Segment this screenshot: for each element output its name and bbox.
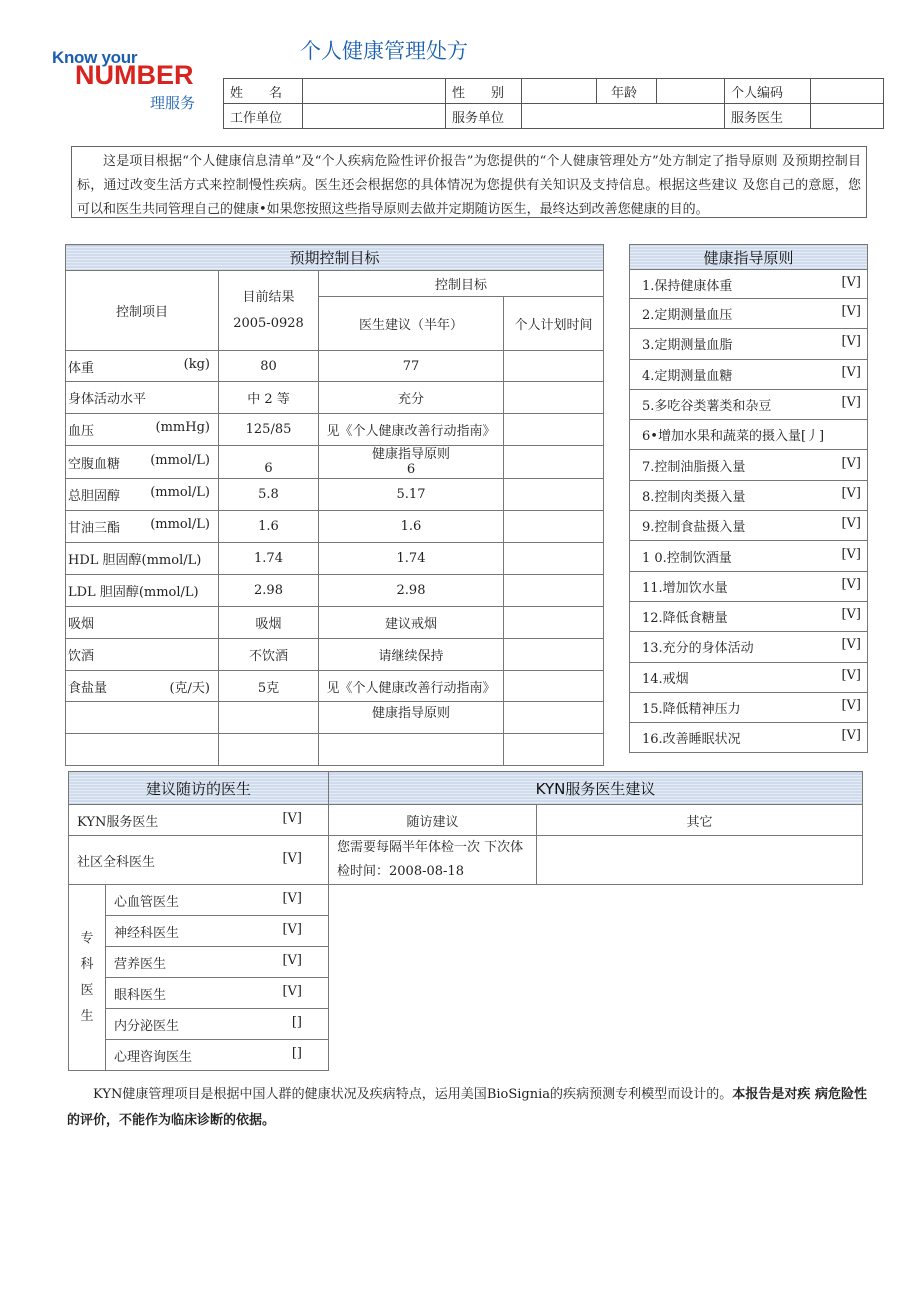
guidance-checkbox[interactable]: [V] [841, 395, 861, 411]
personal-plan-cell[interactable] [504, 607, 604, 639]
intro-paragraph: 这是项目根据“个人健康信息清单”及“个人疾病危险性评价报告”为您提供的“个人健康管理处方”处方制定了指导原则 及预期控制目标，通过改变生活方式来控制慢性疾病。医生还会根据您的具体情况为您提供有关知识及支持信息。根据这些建议 及您自己的意愿，您可以和医生共同管理自己的健康•如果您按照这些指导原则去做并定期随访医生，最终达到改善您健康的目的。 [71, 146, 867, 218]
guidance-item [630, 359, 868, 389]
specialist-item [106, 978, 329, 1009]
guidance-row [630, 662, 868, 692]
doctor-advice-line: 健康指导原则 [371, 447, 450, 462]
personal-plan-cell[interactable] [504, 639, 604, 671]
col-control-target: 控制目标 [319, 271, 604, 297]
name-label: 姓 名 [224, 79, 303, 104]
specialist-checkbox[interactable]: [] [291, 1045, 303, 1061]
guidance-checkbox[interactable]: [V] [841, 637, 861, 653]
guidance-label: 16.改善睡眠状况 [642, 732, 741, 748]
current-result-cell [219, 702, 319, 734]
current-result-cell: 2.98 [219, 575, 319, 607]
current-result-cell: 1.6 [219, 511, 319, 543]
guidance-item [630, 299, 868, 329]
specialist-name: 神经科医生 [114, 925, 180, 941]
control-row [66, 511, 604, 543]
guidance-row [630, 480, 868, 510]
guidance-row [630, 632, 868, 662]
control-item-cell [66, 671, 219, 702]
guidance-row [630, 723, 868, 753]
guidance-table [629, 244, 868, 753]
guidance-row [630, 420, 868, 450]
personal-plan-cell[interactable] [504, 511, 604, 543]
control-row [66, 734, 604, 766]
control-item-cell [66, 702, 219, 734]
guidance-label: 1.保持健康体重 [642, 278, 733, 294]
guidance-label: 5.多吃谷类薯类和杂豆 [642, 399, 772, 415]
kyn-doctor-row [69, 805, 329, 836]
guidance-checkbox[interactable]: [V] [841, 334, 861, 350]
personal-plan-cell[interactable] [504, 702, 604, 734]
control-item-cell [66, 607, 219, 639]
control-row [66, 671, 604, 702]
col-control-item: 控制项目 [66, 271, 219, 351]
guidance-item [630, 329, 868, 359]
gender-label: 性 别 [446, 79, 522, 104]
doctor-advice-cell: 建议戒烟 [319, 607, 504, 639]
doctor-advice-cell: 5.17 [319, 479, 504, 511]
doctor-advice-cell: 见《个人健康改善行动指南》 [319, 671, 504, 702]
guidance-label: 3.定期测量血脂 [642, 338, 733, 354]
gp-doctor-checkbox[interactable]: [V] [282, 850, 303, 866]
guidance-item [630, 480, 868, 510]
guidance-item [630, 601, 868, 631]
guidance-row [630, 692, 868, 722]
specialist-checkbox[interactable]: [V] [282, 983, 303, 999]
guidance-checkbox[interactable]: [V] [841, 667, 861, 683]
control-row [66, 446, 604, 479]
guidance-row [630, 299, 868, 329]
guidance-label: 11.增加饮水量 [642, 580, 728, 596]
control-row [66, 575, 604, 607]
service-doctor-label: 服务医生 [725, 104, 811, 129]
specialist-row [69, 1040, 863, 1071]
control-item-unit: (mmHg) [155, 420, 210, 435]
doctor-advice-cell: 1.6 [319, 511, 504, 543]
control-row [66, 543, 604, 575]
guidance-checkbox[interactable]: [V] [841, 607, 861, 623]
guidance-label: 14.戒烟 [642, 671, 689, 687]
specialist-item [106, 916, 329, 947]
personal-plan-cell[interactable] [504, 479, 604, 511]
col-current-result [219, 271, 319, 351]
control-item-cell [66, 639, 219, 671]
specialist-label-line1: 专 科 [80, 930, 107, 972]
guidance-item [630, 692, 868, 722]
current-result-cell: 6 [219, 446, 319, 479]
control-targets-table [65, 244, 604, 766]
col-personal-plan: 个人计划时间 [504, 297, 604, 351]
personal-plan-cell[interactable] [504, 543, 604, 575]
control-item-cell [66, 382, 219, 414]
specialist-name: 心血管医生 [114, 894, 180, 910]
guidance-item [630, 541, 868, 571]
guidance-row [630, 601, 868, 631]
guidance-row [630, 270, 868, 299]
guidance-checkbox[interactable]: [V] [841, 546, 861, 562]
specialist-checkbox[interactable]: [V] [282, 890, 303, 906]
control-item-label: 食盐量 [68, 680, 108, 696]
guidance-item [630, 420, 868, 450]
personal-plan-cell[interactable] [504, 351, 604, 382]
guidance-item [630, 389, 868, 419]
specialist-checkbox[interactable]: [V] [282, 952, 303, 968]
doctor-advice-cell: 健康指导原则 [319, 702, 504, 734]
control-item-label: LDL 胆固醇(mmol/L) [68, 585, 199, 600]
control-item-label: 吸烟 [68, 617, 95, 632]
guidance-label: 1 0.控制饮酒量 [642, 550, 732, 566]
control-row [66, 351, 604, 382]
guidance-header: 健康指导原则 [630, 245, 868, 270]
specialist-checkbox[interactable]: [V] [282, 921, 303, 937]
doctor-advice-cell: 77 [319, 351, 504, 382]
control-targets-header: 预期控制目标 [66, 245, 604, 271]
guidance-label: 2.定期测量血压 [642, 308, 733, 324]
control-item-unit: (克/天) [169, 680, 210, 696]
control-item-label: 饮酒 [68, 649, 95, 664]
control-item-cell [66, 575, 219, 607]
control-item-unit: (mmol/L) [150, 485, 210, 500]
guidance-checkbox[interactable]: [V] [841, 364, 861, 380]
guidance-item [630, 632, 868, 662]
age-value[interactable] [657, 79, 725, 104]
col-doctor-advice: 医生建议（半年） [319, 297, 504, 351]
doctor-advice-value: 6 [406, 462, 416, 477]
kyn-doctor-label: KYN服务医生 [77, 814, 159, 830]
service-unit-label: 服务单位 [446, 104, 522, 129]
guidance-label: 15.降低精神压力 [642, 702, 741, 717]
guidance-label: 6•增加水果和蔬菜的摄入量[丿] [642, 429, 825, 445]
guidance-item [630, 450, 868, 480]
specialist-name: 心理咨询医生 [114, 1049, 193, 1065]
personal-plan-cell[interactable] [504, 414, 604, 446]
guidance-label: 4.定期测量血糖 [642, 368, 733, 384]
personal-info-table [223, 78, 884, 129]
followup-doctors-header: 建议随访的医生 [69, 772, 329, 805]
specialist-row [69, 916, 863, 947]
control-row [66, 607, 604, 639]
name-value[interactable] [303, 79, 446, 104]
current-result-cell: 吸烟 [219, 607, 319, 639]
col-current-date: 2005-0928 [233, 315, 304, 331]
current-result-cell: 1.74 [219, 543, 319, 575]
control-item-label: 血压 [68, 424, 95, 439]
doctor-advice-cell [319, 734, 504, 766]
control-item-label: 甘油三酯 [68, 521, 121, 536]
control-row [66, 479, 604, 511]
control-row [66, 414, 604, 446]
guidance-item [630, 723, 868, 753]
specialist-item [106, 1009, 329, 1040]
control-item-label: 空腹血糖 [68, 456, 121, 472]
personal-code-value[interactable] [811, 79, 884, 104]
gp-doctor-label: 社区全科医生 [77, 854, 156, 870]
specialist-checkbox[interactable]: [] [291, 1014, 303, 1030]
control-item-cell [66, 543, 219, 575]
footer-disclaimer [67, 1082, 867, 1134]
guidance-label: 9.控制食盐摄入量 [642, 520, 746, 536]
kyn-doctor-checkbox[interactable]: [V] [282, 810, 303, 826]
current-result-cell [219, 734, 319, 766]
guidance-row [630, 541, 868, 571]
gp-doctor-row [69, 836, 329, 885]
logo-know-your: Know your [52, 48, 138, 67]
work-unit-value[interactable] [303, 104, 446, 129]
followup-table [68, 771, 863, 1071]
work-unit-label: 工作单位 [224, 104, 303, 129]
guidance-checkbox[interactable]: [V] [841, 516, 861, 532]
specialist-item [106, 947, 329, 978]
personal-plan-cell[interactable] [504, 671, 604, 702]
guidance-label: 12.降低食糖量 [642, 611, 728, 627]
doctor-advice-cell: 请继续保持 [319, 639, 504, 671]
control-item-label: 总胆固醇 [68, 489, 121, 504]
doctor-advice-cell: 1.74 [319, 543, 504, 575]
control-row [66, 702, 604, 734]
specialist-row [69, 1009, 863, 1040]
col-followup-advice: 随访建议 [329, 805, 537, 836]
footer-bold-text: 本报告是对疾 病危险性的评价，不能作为临床诊断的依据。 [67, 1087, 867, 1128]
guidance-row [630, 389, 868, 419]
guidance-item [630, 662, 868, 692]
control-row [66, 382, 604, 414]
current-result-cell: 5克 [219, 671, 319, 702]
control-item-label: 身体活动水平 [68, 392, 147, 407]
gender-value[interactable] [522, 79, 597, 104]
control-item-label: HDL 胆固醇(mmol/L) [68, 553, 202, 568]
logo-service: 理服务 [150, 95, 196, 112]
service-unit-value[interactable] [522, 104, 725, 129]
specialist-row [69, 978, 863, 1009]
guidance-row [630, 329, 868, 359]
control-item-cell [66, 511, 219, 543]
control-item-cell [66, 446, 219, 479]
control-item-cell [66, 351, 219, 382]
specialist-name: 眼科医生 [114, 987, 167, 1003]
specialist-label-line2: 医 生 [80, 982, 107, 1024]
doctor-advice-cell [319, 446, 504, 479]
guidance-checkbox[interactable]: [V] [841, 274, 861, 290]
guidance-item [630, 270, 868, 299]
guidance-checkbox[interactable]: [V] [841, 728, 861, 744]
logo-number: NUMBER [75, 60, 194, 90]
footer-normal-text: KYN健康管理项目是根据中国人群的健康状况及疾病特点，运用美国BioSignia的疾病预测专利模型而设计的。 [93, 1087, 733, 1102]
guidance-row [630, 511, 868, 541]
guidance-label: 13.充分的身体活动 [642, 641, 754, 657]
guidance-row [630, 450, 868, 480]
guidance-checkbox[interactable]: [V] [841, 698, 861, 713]
current-result-cell: 5.8 [219, 479, 319, 511]
current-result-cell: 不饮酒 [219, 639, 319, 671]
current-result-cell: 中 2 等 [219, 382, 319, 414]
control-item-unit: (mmol/L) [150, 517, 210, 532]
col-other: 其它 [537, 805, 863, 836]
page-title: 个人健康管理处方 [300, 39, 468, 63]
guidance-checkbox[interactable]: [V] [841, 576, 861, 592]
personal-plan-cell[interactable] [504, 575, 604, 607]
control-item-unit: (kg) [183, 356, 210, 372]
doctor-advice-cell: 充分 [319, 382, 504, 414]
doctor-advice-cell: 2.98 [319, 575, 504, 607]
specialist-name: 内分泌医生 [114, 1018, 180, 1034]
col-current-label: 目前结果 [242, 289, 295, 305]
control-item-cell [66, 479, 219, 511]
personal-plan-cell[interactable] [504, 382, 604, 414]
current-result-cell: 80 [219, 351, 319, 382]
followup-advice-text: 您需要每隔半年体检一次 下次体检时间：2008-08-18 [329, 836, 537, 885]
guidance-item [630, 511, 868, 541]
guidance-row [630, 359, 868, 389]
other-advice-text [537, 836, 863, 885]
guidance-row [630, 571, 868, 601]
specialist-row [69, 885, 863, 916]
control-item-unit: (mmol/L) [150, 452, 210, 468]
personal-plan-cell[interactable] [504, 446, 604, 479]
kyn-advice-header: KYN服务医生建议 [329, 772, 863, 805]
specialist-name: 营养医生 [114, 956, 167, 972]
control-item-cell [66, 734, 219, 766]
personal-plan-cell[interactable] [504, 734, 604, 766]
current-result-cell: 125/85 [219, 414, 319, 446]
specialist-item [106, 885, 329, 916]
guidance-label: 7.控制油脂摄入量 [642, 459, 746, 475]
specialist-label [69, 885, 106, 1071]
doctor-advice-cell: 见《个人健康改善行动指南》 [319, 414, 504, 446]
specialist-item [106, 1040, 329, 1071]
control-item-label: 体重 [68, 360, 95, 376]
guidance-checkbox[interactable]: [V] [841, 485, 861, 501]
personal-code-label: 个人编码 [725, 79, 811, 104]
age-label: 年龄 [597, 79, 657, 104]
guidance-label: 8.控制肉类摄入量 [642, 489, 746, 505]
service-doctor-value[interactable] [811, 104, 884, 129]
control-row [66, 639, 604, 671]
guidance-item [630, 571, 868, 601]
guidance-checkbox[interactable]: [V] [841, 455, 861, 471]
specialist-row [69, 947, 863, 978]
guidance-checkbox[interactable]: [V] [841, 304, 861, 320]
control-item-cell [66, 414, 219, 446]
